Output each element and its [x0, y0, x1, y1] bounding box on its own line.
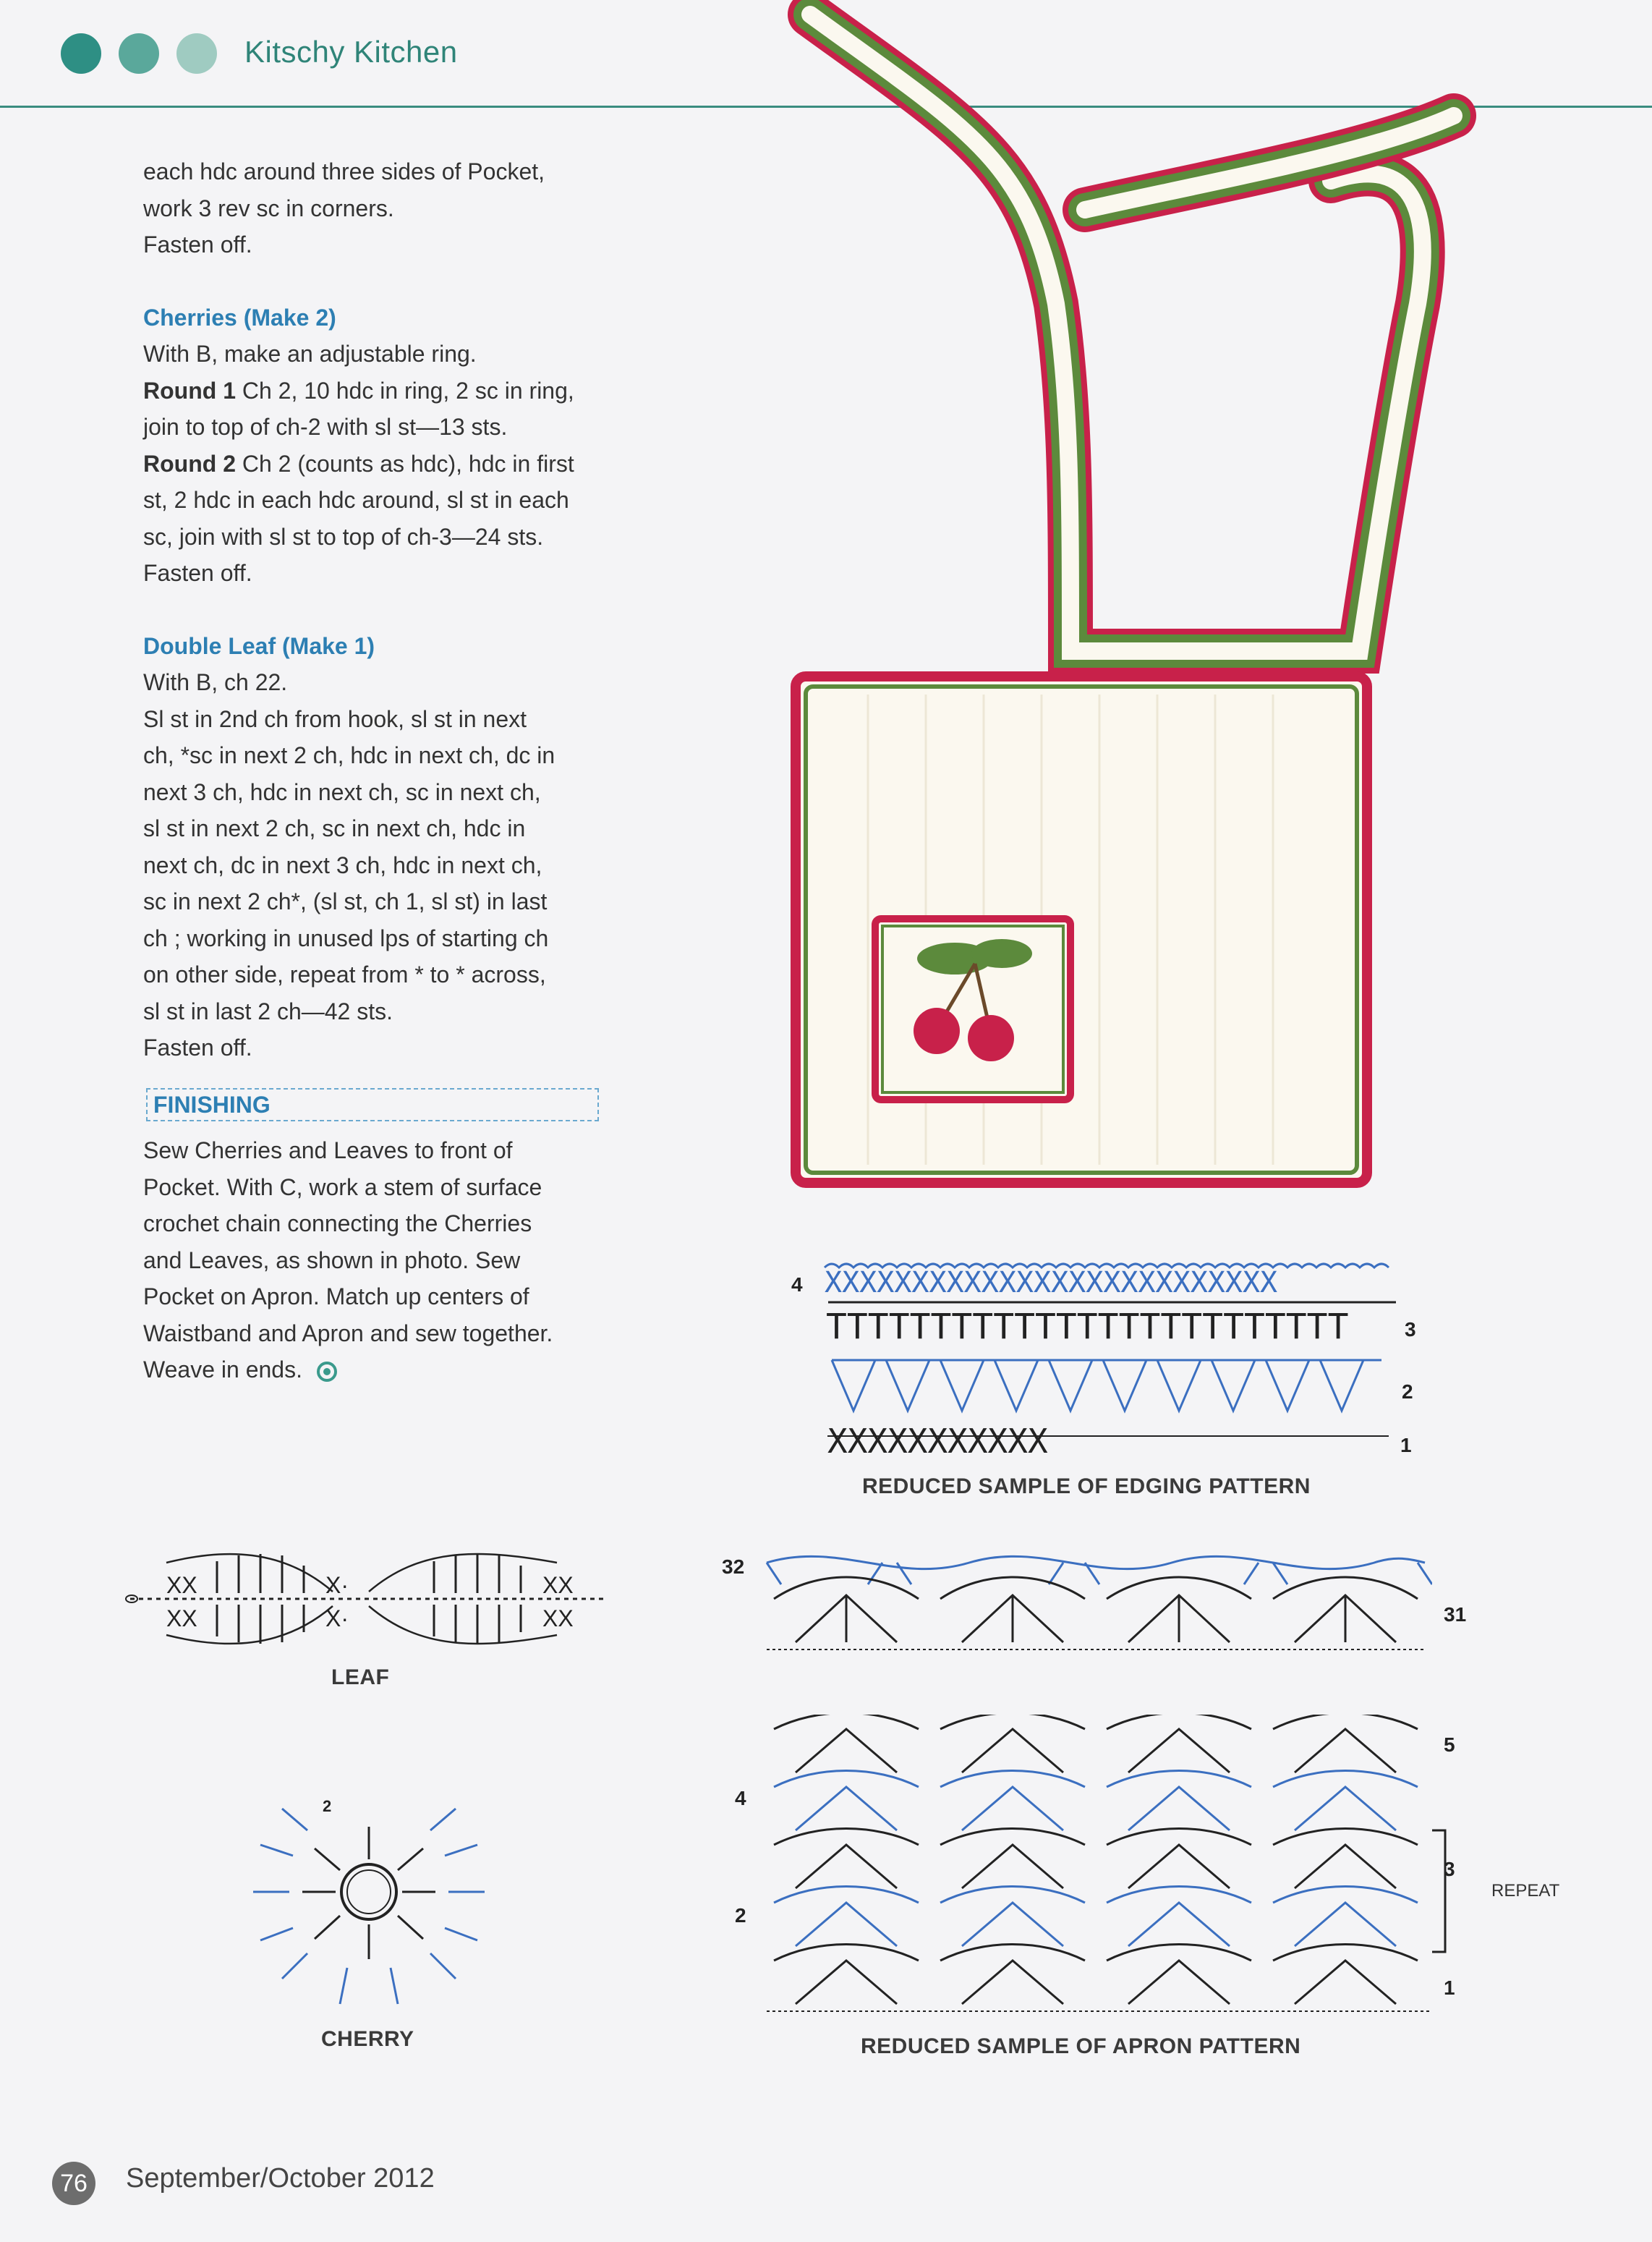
cherry-round-label: 2	[323, 1797, 332, 1815]
leaf-line-6: next ch, dc in next 3 ch, hdc in next ch,	[143, 852, 542, 878]
cherries-round2-cont-2: sc, join with sl st to top of ch-3—24 sts.	[143, 523, 544, 550]
finishing-line-1: Sew Cherries and Leaves to front of	[143, 1137, 513, 1163]
svg-text:XXXXXXXXXXXXXXXXXXXXXXXXXX: XXXXXXXXXXXXXXXXXXXXXXXXXX	[825, 1266, 1278, 1299]
edging-diagram	[817, 1259, 1418, 1461]
finishing-line-4: and Leaves, as shown in photo. Sew	[143, 1247, 521, 1273]
leaf-line-1: With B, ch 22.	[143, 669, 288, 695]
instructions-column	[143, 153, 606, 1066]
leaf-line-2: Sl st in 2nd ch from hook, sl st in next	[143, 705, 527, 732]
cherries-round1	[143, 373, 606, 409]
cherry-diagram	[246, 1787, 492, 2018]
finishing-line-7	[143, 1351, 606, 1388]
round2-label: Round 2	[143, 450, 236, 477]
svg-text:XX: XX	[542, 1605, 574, 1631]
leaf-line-4: next 3 ch, hdc in next ch, sc in next ch,	[143, 778, 541, 805]
finishing-line-2: Pocket. With C, work a stem of surface	[143, 1173, 542, 1200]
svg-text:X·: X·	[325, 1572, 349, 1598]
round1-text: Ch 2, 10 hdc in ring, 2 sc in ring,	[235, 377, 574, 404]
leaf-diagram	[123, 1534, 622, 1664]
cherries-round2-cont-1: st, 2 hdc in each hdc around, sl st in each	[143, 487, 569, 513]
leaf-line-9: on other side, repeat from * to * across,	[143, 961, 546, 988]
apron-row-2: 2	[735, 1904, 746, 1927]
repeat-label: REPEAT	[1491, 1881, 1560, 1901]
cherries-end: Fasten off.	[143, 560, 252, 586]
header-dot-1	[61, 33, 101, 74]
apron-row-32: 32	[722, 1555, 745, 1578]
apron-row-31: 31	[1444, 1603, 1467, 1626]
cherries-round1-cont: join to top of ch-2 with sl st—13 sts.	[143, 414, 508, 440]
cherries-round2	[143, 446, 606, 483]
edging-row-3: 3	[1405, 1318, 1416, 1341]
pocket-line-3: Fasten off.	[143, 232, 252, 258]
svg-text:XX: XX	[542, 1572, 574, 1598]
apron-top-diagram	[752, 1541, 1432, 1657]
finishing-line-3: crochet chain connecting the Cherries	[143, 1210, 532, 1236]
apron-row-3: 3	[1444, 1858, 1455, 1880]
svg-text:XX: XX	[166, 1572, 197, 1598]
pocket-line-2: work 3 rev sc in corners.	[143, 195, 394, 221]
header-dot-3	[176, 33, 217, 74]
edging-caption: REDUCED SAMPLE OF EDGING PATTERN	[862, 1474, 1311, 1498]
apron-row-4: 4	[735, 1787, 746, 1809]
cherry-caption: CHERRY	[321, 2027, 414, 2051]
leaf-line-8: ch ; working in unused lps of starting ch	[143, 925, 549, 951]
svg-text:XX: XX	[166, 1605, 197, 1631]
header-dot-2	[119, 33, 159, 74]
end-mark-icon	[316, 1361, 338, 1383]
leaf-line-5: sl st in next 2 ch, sc in next ch, hdc in	[143, 815, 526, 841]
leaf-line-7: sc in next 2 ch*, (sl st, ch 1, sl st) in last	[143, 888, 548, 914]
edging-row-4: 4	[791, 1273, 803, 1296]
apron-row-1: 1	[1444, 1976, 1455, 1999]
section-title: Kitschy Kitchen	[244, 35, 458, 69]
double-leaf-heading: Double Leaf (Make 1)	[143, 632, 375, 659]
cherries-heading: Cherries (Make 2)	[143, 304, 336, 331]
finishing-column	[143, 1132, 606, 1388]
pocket-line-1: each hdc around three sides of Pocket,	[143, 158, 545, 184]
finishing-line-6: Waistband and Apron and sew together.	[143, 1320, 553, 1346]
round2-text: Ch 2 (counts as hdc), hdc in first	[235, 450, 574, 477]
cherries-intro: With B, make an adjustable ring.	[143, 341, 477, 367]
leaf-line-11: Fasten off.	[143, 1035, 252, 1061]
edging-row-2: 2	[1402, 1380, 1413, 1403]
apron-caption: REDUCED SAMPLE OF APRON PATTERN	[861, 2034, 1301, 2058]
finishing-last-text: Weave in ends.	[143, 1356, 302, 1383]
svg-text:XXXXXXXXXXX: XXXXXXXXXXX	[827, 1422, 1048, 1461]
svg-text:X·: X·	[325, 1605, 349, 1631]
leaf-caption: LEAF	[331, 1665, 390, 1689]
round1-label: Round 1	[143, 377, 236, 404]
finishing-line-5: Pocket on Apron. Match up centers of	[143, 1283, 529, 1309]
edging-row-1: 1	[1400, 1434, 1412, 1456]
apron-pattern-diagram	[752, 1715, 1447, 2018]
issue-date: September/October 2012	[126, 2163, 435, 2194]
leaf-line-10: sl st in last 2 ch—42 sts.	[143, 998, 393, 1024]
svg-text:TTTTTTTTTTTTTTTTTTTTTTTTT: TTTTTTTTTTTTTTTTTTTTTTTTT	[826, 1307, 1349, 1347]
leaf-line-3: ch, *sc in next 2 ch, hdc in next ch, dc in	[143, 742, 555, 768]
apron-row-5: 5	[1444, 1733, 1455, 1756]
page-number: 76	[52, 2162, 95, 2205]
apron-photo	[781, 0, 1652, 1215]
finishing-heading: FINISHING	[153, 1092, 271, 1118]
